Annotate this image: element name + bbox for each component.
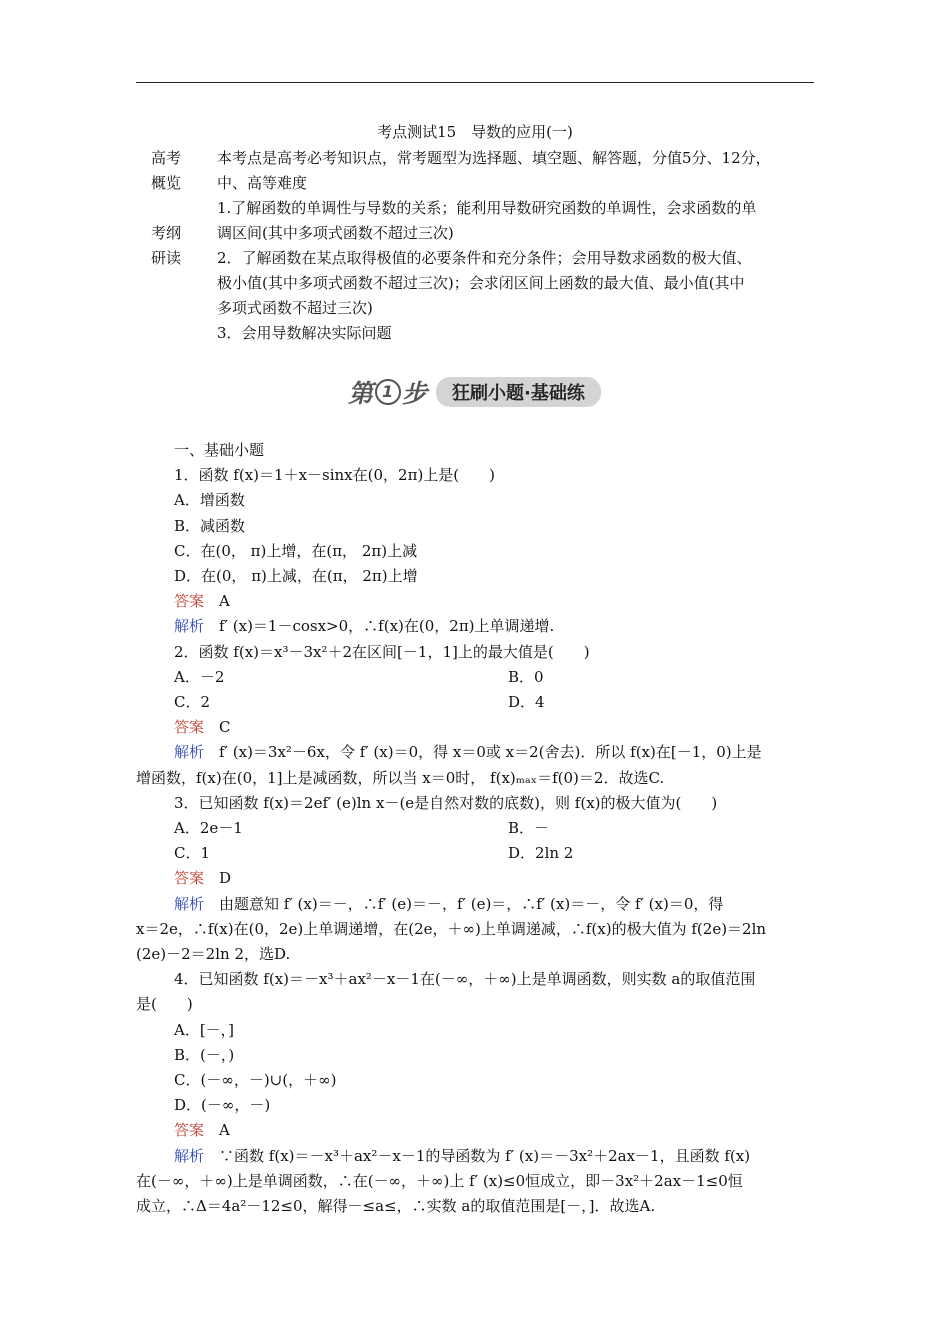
q3-option-c: C．1 xyxy=(174,844,211,863)
q1-answer: 答案 A xyxy=(174,592,230,611)
q4-analysis-1: 解析 ∵函数 f(x)＝－x³＋ax²－x－1的导函数为 f′ (x)＝－3x²＋2ax－1，且函数 f(x) xyxy=(174,1146,751,1165)
questions xyxy=(136,438,816,1219)
page-title: 考点测试15 导数的应用(一) xyxy=(377,123,573,141)
overview-table xyxy=(136,146,816,346)
overview-label-kaogang: 考纲 研读 xyxy=(150,224,181,267)
q4-stem-1: 4．已知函数 f(x)＝－x³＋ax²－x－1在(－∞，＋∞)上是单调函数，则实数 a的取值范围 xyxy=(174,970,756,989)
overview-row-gaokao xyxy=(136,146,816,196)
overview-text-kaogang: 1.了解函数的单调性与导数的关系；能利用导数研究函数的单调性，会求函数的单 调区间(其中多项式函数不超过三次) 2．了解函数在某点取得极值的必要条件和充分条件；会用导数求函数的极大值、 极小值(其中多项式函数不超过三次)；会求闭区间上函数的最大值、最小值(其中 多项式函数不超过三次) 3．会用导数解决实际问题 xyxy=(217,199,757,342)
q4-answer: 答案 A xyxy=(174,1121,230,1140)
q3-analysis-1: 解析 由题意知 f′ (x)＝－，∴f′ (e)＝－，f′ (e)＝，∴f′ (x)＝－，令 f′ (x)＝0，得 xyxy=(174,894,724,913)
overview-row-kaogang xyxy=(136,196,816,346)
answer-label: 答案 xyxy=(174,592,205,611)
overview-text-gaokao: 本考点是高考必考知识点，常考题型为选择题、填空题、解答题，分值5分、12分， 中、高等难度 xyxy=(217,149,771,192)
q2-option-a: A．－2 xyxy=(174,667,225,686)
q3-analysis-3: (2e)－2＝2ln 2，选D. xyxy=(136,945,291,964)
step-banner xyxy=(348,376,601,408)
q2-stem: 2．函数 f(x)＝x³－3x²＋2在区间[－1，1]上的最大值是( ) xyxy=(174,642,590,661)
analysis-label: 解析 xyxy=(174,743,205,762)
q1-stem: 1．函数 f(x)＝1＋x－sinx在(0，2π)上是( ) xyxy=(174,466,495,485)
q2-option-c: C．2 xyxy=(174,693,211,712)
q3-options-row-1 xyxy=(136,816,816,841)
answer-label: 答案 xyxy=(174,718,205,737)
q2-options-row-2 xyxy=(136,690,816,715)
q1-option-b: B．减函数 xyxy=(174,516,246,535)
q4-option-c: C．(－∞，－)∪(，＋∞) xyxy=(174,1071,337,1090)
step-pill: 狂刷小题·基础练 xyxy=(436,377,601,407)
q3-option-d: D．2ln 2 xyxy=(508,844,574,863)
q1-option-d: D．在(0， π)上减，在(π， 2π)上增 xyxy=(174,567,418,586)
q1-option-c: C．在(0， π)上增，在(π， 2π)上减 xyxy=(174,541,418,560)
q1-option-a: A．增函数 xyxy=(174,491,245,510)
answer-label: 答案 xyxy=(174,1121,205,1140)
q2-options-row-1 xyxy=(136,665,816,690)
analysis-label: 解析 xyxy=(174,617,205,636)
analysis-label: 解析 xyxy=(174,894,205,913)
q3-analysis-2: x＝2e，∴f(x)在(0，2e)上单调递增，在(2e，＋∞)上单调递减，∴f(x)的极大值为 f(2e)＝2ln xyxy=(136,919,767,938)
step-number: 1 xyxy=(375,379,401,405)
answer-label: 答案 xyxy=(174,869,205,888)
q3-answer: 答案 D xyxy=(174,869,232,888)
q3-options-row-2 xyxy=(136,841,816,866)
q2-analysis-1: 解析 f′ (x)＝3x²－6x，令 f′ (x)＝0，得 x＝0或 x＝2(舍去)．所以 f(x)在[－1，0)上是 xyxy=(174,743,762,762)
q3-option-b: B．－ xyxy=(508,819,550,838)
step-prefix: 第 xyxy=(348,379,375,408)
q4-analysis-3: 成立，∴Δ＝4a²－12≤0，解得－≤a≤，∴实数 a的取值范围是[－，]．故选A. xyxy=(136,1197,656,1216)
header-rule xyxy=(136,82,814,83)
step-suffix: 步 xyxy=(402,379,429,408)
q4-analysis-2: 在(－∞，＋∞)上是单调函数，∴在(－∞，＋∞)上 f′ (x)≤0恒成立，即－3x²＋2ax－1≤0恒 xyxy=(136,1171,743,1190)
q2-analysis-2: 增函数，f(x)在(0，1]上是减函数，所以当 x＝0时， f(x)ₘₐₓ＝f(0)＝2．故选C. xyxy=(136,768,665,787)
q4-option-d: D．(－∞，－) xyxy=(174,1096,271,1115)
section-title: 一、基础小题 xyxy=(174,441,265,459)
q3-option-a: A．2e－1 xyxy=(174,819,243,838)
q4-stem-2: 是( ) xyxy=(136,995,193,1014)
overview-label-gaokao: 高考 概览 xyxy=(150,149,181,192)
q2-answer: 答案 C xyxy=(174,718,231,737)
q4-option-b: B．(－，) xyxy=(174,1045,235,1064)
q3-stem: 3．已知函数 f(x)＝2ef′ (e)ln x－(e是自然对数的底数)，则 f(x)的极大值为( ) xyxy=(174,793,718,812)
q2-option-b: B．0 xyxy=(508,667,544,686)
q1-analysis: 解析 f′ (x)＝1－cosx>0，∴f(x)在(0，2π)上单调递增. xyxy=(174,617,555,636)
q2-option-d: D．4 xyxy=(508,693,545,712)
q4-option-a: A．[－，] xyxy=(174,1020,235,1039)
analysis-label: 解析 xyxy=(174,1146,205,1165)
